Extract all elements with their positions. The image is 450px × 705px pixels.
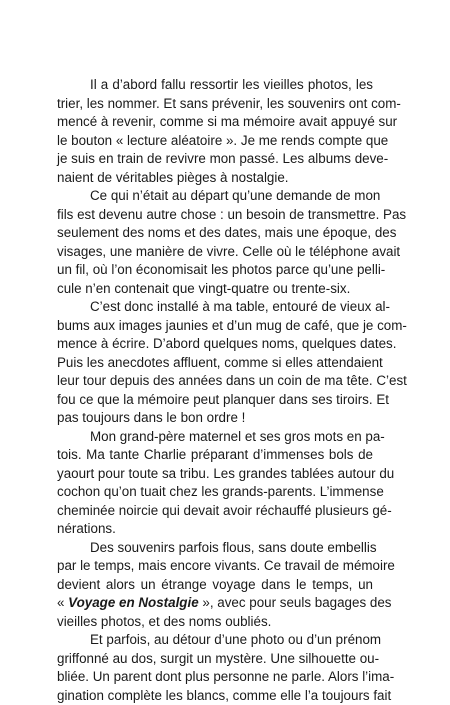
text-line: leur tour depuis des années dans un coin de ma tête. C’est — [57, 372, 373, 391]
text-line: le bouton « lecture aléatoire ». Je me rends compte que — [57, 132, 373, 151]
quote-open: « — [57, 595, 68, 610]
text-line: fils est devenu autre chose : un besoin de transmettre. Pas — [57, 206, 373, 225]
text-line: nérations. — [57, 520, 373, 539]
text-line: mencé à revenir, comme si ma mémoire avait appuyé sur — [57, 113, 373, 132]
text-line: cheminée noircie qui devait avoir réchauffé plusieurs gé- — [57, 502, 373, 521]
text-line: griffonné au dos, surgit un mystère. Une silhouette ou- — [57, 650, 373, 669]
paragraph — [57, 76, 373, 187]
text-line: gination complète les blancs, comme elle l’a toujours fait — [57, 687, 373, 705]
text-line: par le temps, mais encore vivants. Ce travail de mémoire — [57, 557, 373, 576]
text-line: cochon qu’on tuait chez les grands-parents. L’immense — [57, 483, 373, 502]
text-line: fou ce que la mémoire peut planquer dans ses tiroirs. Et — [57, 391, 373, 410]
paragraph — [57, 539, 373, 632]
text-line: naient de véritables pièges à nostalgie. — [57, 169, 373, 188]
text-line — [57, 594, 373, 613]
text-line: Ce qui n’était au départ qu’une demande de mon — [57, 187, 373, 206]
text-line: Des souvenirs parfois flous, sans doute embellis — [57, 539, 373, 558]
text-line: bliée. Un parent dont plus personne ne parle. Alors l’ima- — [57, 668, 373, 687]
book-page — [57, 76, 373, 705]
text-line: visages, une manière de vivre. Celle où le téléphone avait — [57, 243, 373, 262]
quote-close: », avec pour seuls bagages des — [199, 595, 392, 610]
emphasized-title: Voyage en Nostalgie — [68, 595, 198, 610]
text-line: je suis en train de revivre mon passé. Les albums deve- — [57, 150, 373, 169]
text-line: Et parfois, au détour d’une photo ou d’un prénom — [57, 631, 373, 650]
text-line: vieilles photos, et des noms oubliés. — [57, 613, 373, 632]
text-line: Puis les anecdotes affluent, comme si elles attendaient — [57, 354, 373, 373]
text-line: mence à écrire. D’abord quelques noms, quelques dates. — [57, 335, 373, 354]
text-line: trier, les nommer. Et sans prévenir, les souvenirs ont com- — [57, 95, 373, 114]
text-line: devient alors un étrange voyage dans le temps, un — [57, 576, 373, 595]
text-line: Mon grand-père maternel et ses gros mots en pa- — [57, 428, 373, 447]
paragraph — [57, 298, 373, 428]
text-line: Il a d’abord fallu ressortir les vieilles photos, les — [57, 76, 373, 95]
text-line: bums aux images jaunies et d’un mug de café, que je com- — [57, 317, 373, 336]
text-line: seulement des noms et des dates, mais une époque, des — [57, 224, 373, 243]
paragraph — [57, 187, 373, 298]
text-line: tois. Ma tante Charlie préparant d’immenses bols de — [57, 446, 373, 465]
text-line: yaourt pour toute sa tribu. Les grandes tablées autour du — [57, 465, 373, 484]
paragraph — [57, 631, 373, 705]
text-line: cule n’en contenait que vingt-quatre ou trente-six. — [57, 280, 373, 299]
text-line: un fil, où l’on économisait les photos parce qu’une pelli- — [57, 261, 373, 280]
text-line: C’est donc installé à ma table, entouré de vieux al- — [57, 298, 373, 317]
text-line: pas toujours dans le bon ordre ! — [57, 409, 373, 428]
paragraph — [57, 428, 373, 539]
